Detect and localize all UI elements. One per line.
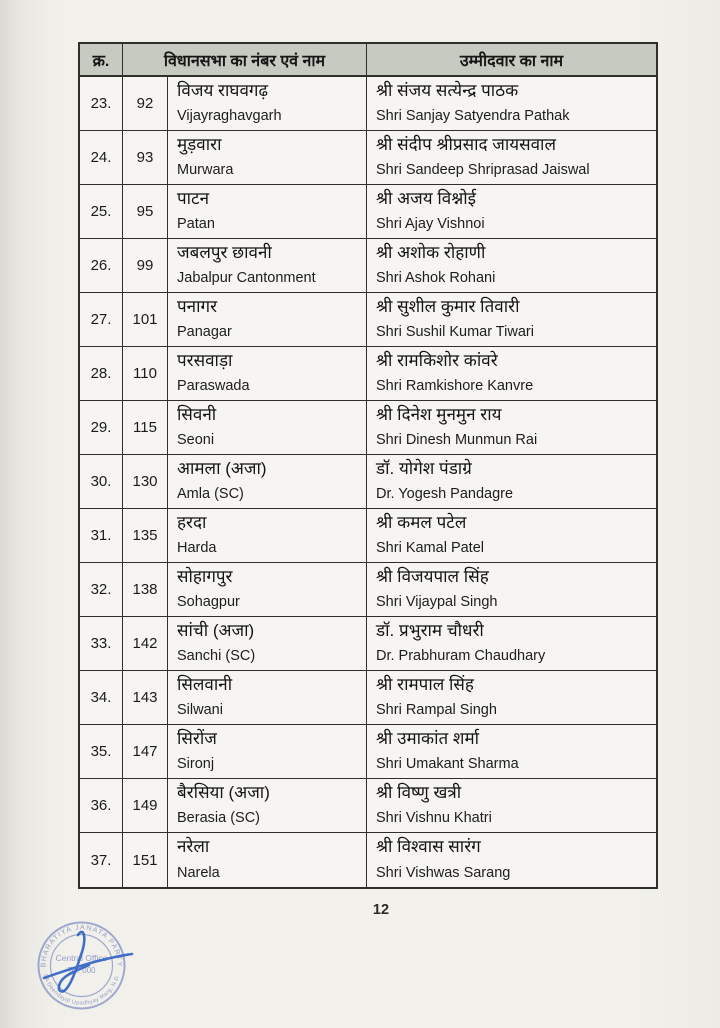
constituency-number: 93 bbox=[136, 149, 154, 166]
candidate-name-hindi: श्री अजय विश्नोई bbox=[376, 189, 476, 208]
serial-cell bbox=[80, 725, 123, 778]
constituency-name-cell bbox=[168, 779, 367, 832]
serial-number: 25. bbox=[90, 203, 112, 220]
constituency-number-cell bbox=[123, 509, 168, 562]
constituency-name-cell bbox=[168, 617, 367, 670]
table-row bbox=[80, 725, 656, 779]
constituency-name-english: Jabalpur Cantonment bbox=[177, 270, 316, 287]
serial-cell bbox=[80, 239, 123, 292]
serial-number: 27. bbox=[90, 311, 112, 328]
serial-cell bbox=[80, 779, 123, 832]
constituency-name-cell bbox=[168, 725, 367, 778]
serial-number: 30. bbox=[90, 473, 112, 490]
table-row bbox=[80, 293, 656, 347]
constituency-name-cell bbox=[168, 401, 367, 454]
candidate-name-english: Shri Sushil Kumar Tiwari bbox=[376, 324, 534, 341]
constituency-number-cell bbox=[123, 671, 168, 724]
header-serial: क्र. bbox=[80, 44, 123, 75]
candidate-name-english: Shri Ajay Vishnoi bbox=[376, 216, 485, 233]
constituency-number: 92 bbox=[136, 95, 154, 112]
candidate-name-cell bbox=[367, 77, 656, 130]
candidate-name-cell bbox=[367, 401, 656, 454]
constituency-name-cell bbox=[168, 185, 367, 238]
constituency-number-cell bbox=[123, 401, 168, 454]
serial-cell bbox=[80, 455, 123, 508]
constituency-number-cell bbox=[123, 131, 168, 184]
candidate-name-hindi: श्री विश्वास सारंग bbox=[376, 837, 481, 856]
constituency-name-english: Seoni bbox=[177, 432, 215, 449]
candidate-name-hindi: डॉ. योगेश पंडाग्रे bbox=[376, 459, 472, 478]
constituency-name-hindi: बैरसिया (अजा) bbox=[177, 783, 270, 802]
serial-cell bbox=[80, 671, 123, 724]
constituency-name-cell bbox=[168, 293, 367, 346]
candidate-name-cell bbox=[367, 725, 656, 778]
stamp-bottom-arc-text: 6A Deendayal Upadhyay Marg, N.D. bbox=[41, 973, 122, 1007]
constituency-name-hindi: नरेला bbox=[177, 837, 210, 856]
candidate-name-english: Shri Vijaypal Singh bbox=[376, 594, 498, 611]
table-row bbox=[80, 509, 656, 563]
candidate-name-english: Dr. Prabhuram Chaudhary bbox=[376, 648, 546, 665]
constituency-name-hindi: आमला (अजा) bbox=[177, 459, 267, 478]
table-row bbox=[80, 671, 656, 725]
table-row bbox=[80, 131, 656, 185]
constituency-number-cell bbox=[123, 185, 168, 238]
serial-cell bbox=[80, 185, 123, 238]
candidate-name-hindi: श्री दिनेश मुनमुन राय bbox=[376, 405, 502, 424]
constituency-number-cell bbox=[123, 347, 168, 400]
constituency-number: 110 bbox=[133, 365, 157, 382]
constituency-number: 99 bbox=[136, 257, 154, 274]
serial-cell bbox=[80, 509, 123, 562]
serial-number: 34. bbox=[90, 689, 112, 706]
constituency-number-cell bbox=[123, 779, 168, 832]
candidate-name-cell bbox=[367, 671, 656, 724]
table-row bbox=[80, 779, 656, 833]
candidate-name-english: Shri Umakant Sharma bbox=[376, 756, 519, 773]
table-row bbox=[80, 833, 656, 887]
candidate-name-hindi: श्री विजयपाल सिंह bbox=[376, 567, 489, 586]
constituency-name-cell bbox=[168, 347, 367, 400]
serial-cell bbox=[80, 401, 123, 454]
constituency-name-english: Harda bbox=[177, 540, 217, 557]
constituency-name-english: Amla (SC) bbox=[177, 486, 244, 503]
candidate-name-cell bbox=[367, 347, 656, 400]
serial-number: 33. bbox=[90, 635, 112, 652]
constituency-number: 149 bbox=[132, 797, 158, 814]
constituency-name-hindi: सिलवानी bbox=[177, 675, 233, 694]
table-header-row bbox=[80, 44, 656, 77]
header-constituency: विधानसभा का नंबर एवं नाम bbox=[123, 44, 367, 75]
candidate-name-english: Shri Ashok Rohani bbox=[376, 270, 496, 287]
constituency-number-cell bbox=[123, 833, 168, 887]
constituency-number: 130 bbox=[132, 473, 158, 490]
candidate-name-english: Shri Rampal Singh bbox=[376, 702, 497, 719]
constituency-name-cell bbox=[168, 671, 367, 724]
constituency-name-english: Murwara bbox=[177, 162, 234, 179]
candidate-name-hindi: श्री रामपाल सिंह bbox=[376, 675, 474, 694]
candidate-name-hindi: डॉ. प्रभुराम चौधरी bbox=[376, 621, 484, 640]
constituency-name-cell bbox=[168, 131, 367, 184]
constituency-name-english: Sironj bbox=[177, 756, 215, 773]
constituency-name-english: Vijayraghavgarh bbox=[177, 108, 282, 125]
constituency-name-hindi: विजय राघवगढ़ bbox=[177, 81, 269, 100]
stamp-center-line2: Tel: 000 bbox=[67, 966, 96, 975]
serial-number: 36. bbox=[90, 797, 112, 814]
constituency-number-cell bbox=[123, 239, 168, 292]
constituency-name-english: Sohagpur bbox=[177, 594, 240, 611]
candidate-name-cell bbox=[367, 617, 656, 670]
candidate-name-english: Shri Ramkishore Kanvre bbox=[376, 378, 534, 395]
candidate-name-cell bbox=[367, 563, 656, 616]
serial-cell bbox=[80, 833, 123, 887]
constituency-name-cell bbox=[168, 455, 367, 508]
constituency-name-cell bbox=[168, 239, 367, 292]
header-candidate: उम्मीदवार का नाम bbox=[459, 52, 564, 70]
constituency-number: 138 bbox=[132, 581, 158, 598]
candidate-name-english: Shri Kamal Patel bbox=[376, 540, 484, 557]
constituency-number-cell bbox=[123, 725, 168, 778]
serial-number: 31. bbox=[90, 527, 112, 544]
table-row bbox=[80, 401, 656, 455]
table-row bbox=[80, 455, 656, 509]
serial-number: 23. bbox=[90, 95, 112, 112]
serial-number: 29. bbox=[90, 419, 112, 436]
constituency-number: 143 bbox=[132, 689, 158, 706]
serial-cell bbox=[80, 293, 123, 346]
constituency-name-hindi: हरदा bbox=[177, 513, 207, 532]
serial-cell bbox=[80, 617, 123, 670]
constituency-name-english: Patan bbox=[177, 216, 215, 233]
constituency-name-hindi: जबलपुर छावनी bbox=[177, 243, 272, 262]
constituency-name-hindi: पनागर bbox=[177, 297, 218, 316]
candidate-name-hindi: श्री रामकिशोर कांवरे bbox=[376, 351, 498, 370]
serial-number: 32. bbox=[90, 581, 112, 598]
serial-cell bbox=[80, 131, 123, 184]
candidate-name-english: Dr. Yogesh Pandagre bbox=[376, 486, 514, 503]
constituency-number: 151 bbox=[132, 851, 158, 869]
constituency-name-cell bbox=[168, 77, 367, 130]
constituency-number: 115 bbox=[133, 419, 157, 436]
candidate-name-hindi: श्री अशोक रोहाणी bbox=[376, 243, 486, 262]
table-row bbox=[80, 617, 656, 671]
candidate-name-hindi: श्री संजय सत्येन्द्र पाठक bbox=[376, 81, 519, 100]
serial-cell bbox=[80, 77, 123, 130]
candidate-name-hindi: श्री कमल पटेल bbox=[376, 513, 467, 532]
stamp-top-arc-text: BHARATIYA JANATA PARTY bbox=[40, 924, 123, 968]
serial-number: 28. bbox=[90, 365, 112, 382]
constituency-name-hindi: सिवनी bbox=[177, 405, 217, 424]
page-number: 12 bbox=[372, 902, 390, 918]
constituency-number: 95 bbox=[136, 203, 154, 220]
constituency-name-hindi: सोहागपुर bbox=[177, 567, 233, 586]
candidate-table bbox=[78, 42, 658, 889]
serial-number: 35. bbox=[90, 743, 112, 760]
constituency-name-english: Paraswada bbox=[177, 378, 250, 395]
constituency-name-cell bbox=[168, 563, 367, 616]
constituency-number-cell bbox=[123, 77, 168, 130]
candidate-name-cell bbox=[367, 293, 656, 346]
serial-number: 37. bbox=[90, 851, 112, 869]
constituency-name-english: Berasia (SC) bbox=[177, 810, 260, 827]
constituency-name-cell bbox=[168, 509, 367, 562]
candidate-name-english: Shri Vishnu Khatri bbox=[376, 810, 492, 827]
candidate-name-cell bbox=[367, 455, 656, 508]
candidate-name-cell bbox=[367, 239, 656, 292]
candidate-name-hindi: श्री उमाकांत शर्मा bbox=[376, 729, 480, 748]
constituency-name-hindi: सांची (अजा) bbox=[177, 621, 255, 640]
constituency-name-cell bbox=[168, 833, 367, 887]
constituency-name-hindi: परसवाड़ा bbox=[177, 351, 233, 370]
constituency-number-cell bbox=[123, 617, 168, 670]
table-row bbox=[80, 185, 656, 239]
constituency-number: 101 bbox=[132, 311, 158, 328]
table-row bbox=[80, 77, 656, 131]
candidate-name-cell bbox=[367, 509, 656, 562]
candidate-name-hindi: श्री विष्णु खत्री bbox=[376, 783, 462, 802]
party-office-stamp bbox=[26, 910, 196, 1024]
candidate-name-cell bbox=[367, 779, 656, 832]
serial-number: 24. bbox=[90, 149, 112, 166]
candidate-name-hindi: श्री सुशील कुमार तिवारी bbox=[376, 297, 520, 316]
constituency-name-hindi: सिरोंज bbox=[177, 729, 217, 748]
candidate-name-english: Shri Vishwas Sarang bbox=[376, 865, 511, 882]
candidate-name-hindi: श्री संदीप श्रीप्रसाद जायसवाल bbox=[376, 135, 556, 154]
constituency-number: 142 bbox=[132, 635, 158, 652]
candidate-name-cell bbox=[367, 131, 656, 184]
constituency-number: 135 bbox=[132, 527, 158, 544]
candidate-name-cell bbox=[367, 185, 656, 238]
candidate-name-english: Shri Sanjay Satyendra Pathak bbox=[376, 108, 570, 125]
constituency-name-english: Sanchi (SC) bbox=[177, 648, 256, 665]
constituency-name-english: Silwani bbox=[177, 702, 223, 719]
constituency-number-cell bbox=[123, 563, 168, 616]
constituency-name-hindi: पाटन bbox=[177, 189, 210, 208]
constituency-number-cell bbox=[123, 455, 168, 508]
serial-number: 26. bbox=[90, 257, 112, 274]
table-row bbox=[80, 563, 656, 617]
constituency-number-cell bbox=[123, 293, 168, 346]
candidate-name-cell bbox=[367, 833, 656, 887]
constituency-name-english: Panagar bbox=[177, 324, 232, 341]
serial-cell bbox=[80, 347, 123, 400]
serial-cell bbox=[80, 563, 123, 616]
constituency-number: 147 bbox=[132, 743, 158, 760]
constituency-name-hindi: मुड़वारा bbox=[177, 135, 222, 154]
table-row bbox=[80, 239, 656, 293]
constituency-name-english: Narela bbox=[177, 865, 220, 882]
table-row bbox=[80, 347, 656, 401]
candidate-name-english: Shri Dinesh Munmun Rai bbox=[376, 432, 538, 449]
stamp-center-line1: Central Office bbox=[55, 953, 108, 963]
candidate-name-english: Shri Sandeep Shriprasad Jaiswal bbox=[376, 162, 590, 179]
table-body bbox=[80, 77, 656, 887]
